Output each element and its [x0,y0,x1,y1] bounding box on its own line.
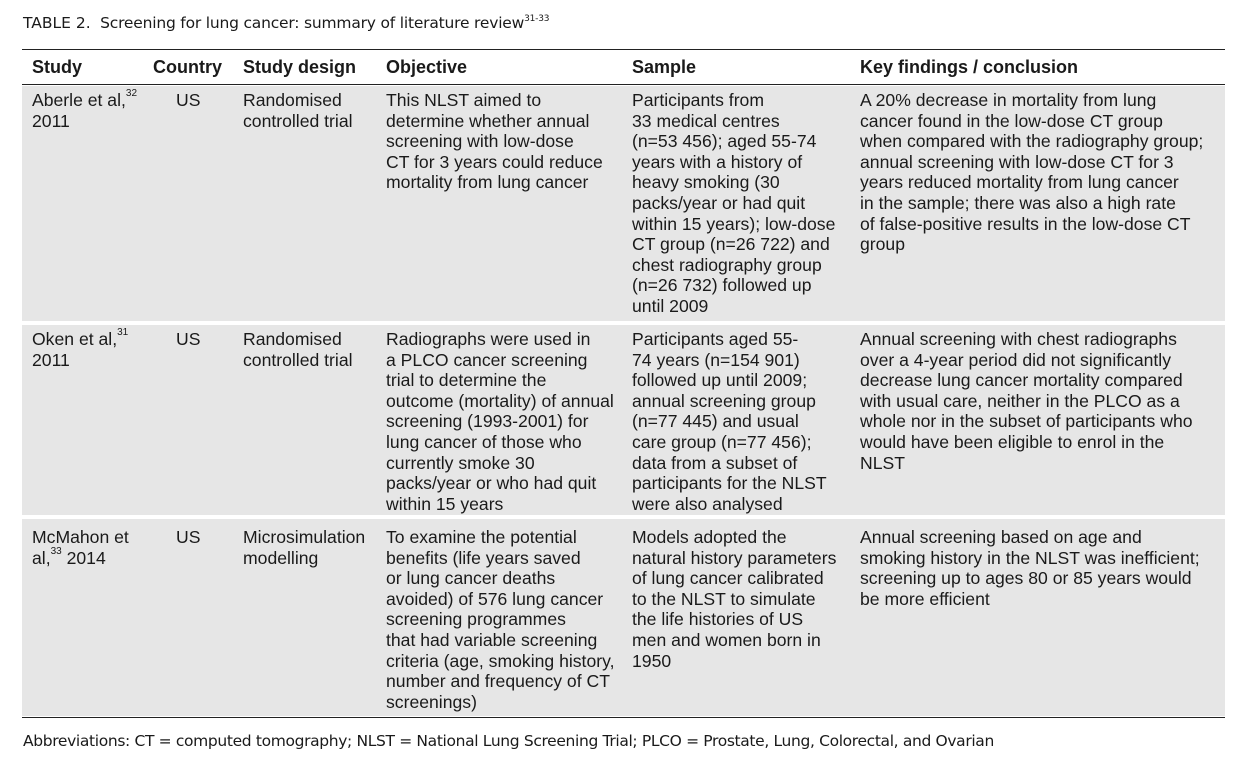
study-author-cont: al, [32,547,51,568]
abbreviations-footnote: Abbreviations: CT = computed tomography; NLST = National Lung Screening Trial; PLCO = Prostate, Lung, Colorectal, and Ovarian [23,732,994,750]
header-rule [22,84,1225,85]
objective-cell: This NLST aimed to determine whether annual screening with low-dose CT for 3 years could reduce mortality from lung cancer [386,90,603,193]
country-cell: US [176,90,201,110]
sample-cell: Participants aged 55- 74 years (n=154 901) followed up until 2009; annual screening group (n=77 445) and usual care group (n=77 456); data from a subset of participants for the NLST were also analysed [632,329,827,514]
caption-references: 31-33 [524,14,550,24]
objective-cell: To examine the potential benefits (life years saved or lung cancer deaths avoided) of 576 lung cancer screening programmes that had variable screening criteria (age, smoking history, number and frequency of CT screenings) [386,527,615,712]
study-author: McMahon et [32,527,129,547]
findings-cell: A 20% decrease in mortality from lung cancer found in the low-dose CT group when compared with the radiography group; annual screening with low-dose CT for 3 years reduced mortality from lung cancer in the sample; there was also a high rate of false-positive results in the low-dose CT group [860,90,1204,255]
study-year: 2011 [32,349,70,370]
country-cell: US [176,329,201,349]
table-label: TABLE 2. [23,14,91,32]
design-cell: Randomised controlled trial [243,90,353,131]
table-caption [23,14,549,32]
bottom-rule [22,717,1225,718]
study-author: Aberle et al, [32,90,126,110]
header-study-design: Study design [243,57,357,77]
design-cell: Microsimulation modelling [243,527,366,568]
header-objective: Objective [386,57,468,77]
study-reference: 32 [125,88,138,99]
sample-cell: Participants from 33 medical centres (n=53 456); aged 55-74 years with a history of heavy smoking (30 packs/year or had quit within 15 years); low-dose CT group (n=26 722) and chest radiography group (n=26 732) followed up until 2009 [632,90,836,316]
study-reference: 33 [50,545,62,557]
study-cell [32,527,129,568]
study-cell [32,90,137,131]
header-study: Study [32,57,83,77]
design-cell: Randomised controlled trial [243,329,353,370]
country-cell: US [176,527,201,547]
header-key-findings: Key findings / conclusion [860,57,1079,77]
header-country: Country [153,57,222,77]
findings-cell: Annual screening based on age and smoking history in the NLST was inefficient; screening up to ages 80 or 85 years would be more efficient [860,527,1200,609]
study-year: 2014 [66,547,106,568]
objective-cell: Radiographs were used in a PLCO cancer screening trial to determine the outcome (mortality) of annual screening (1993-2001) for lung cancer of those who currently smoke 30 packs/year or who had quit within 15 years [386,329,614,514]
study-author: Oken et al, [32,329,118,349]
study-cell [32,329,128,370]
study-year: 2011 [32,110,70,131]
study-reference: 31 [117,327,129,338]
table-header [22,50,1225,84]
header-sample: Sample [632,57,697,77]
findings-cell: Annual screening with chest radiographs over a 4-year period did not significantly decrease lung cancer mortality compared with usual care, neither in the PLCO as a whole nor in the subset of participants who would have been eligible to enrol in the NLST [860,329,1193,473]
sample-cell: Models adopted the natural history parameters of lung cancer calibrated to the NLST to simulate the life histories of US men and women born in 1950 [632,527,837,671]
table-title: Screening for lung cancer: summary of literature review [100,14,525,32]
